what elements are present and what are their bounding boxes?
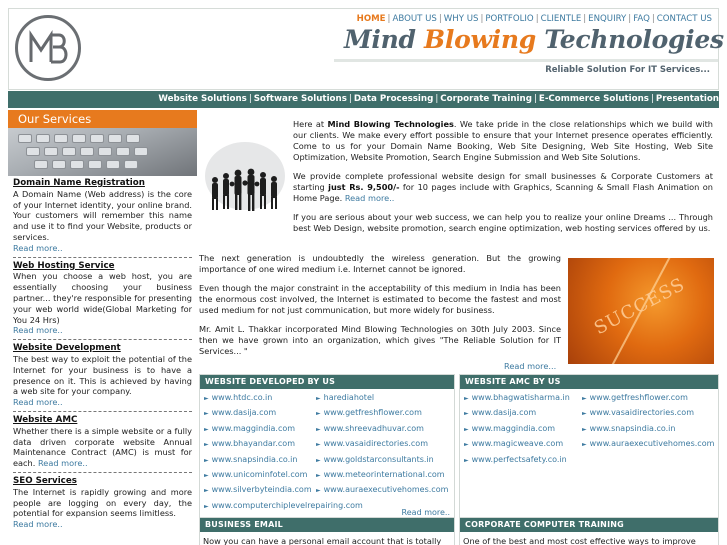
intro-p1-pre: Here at [293,119,328,129]
panel-title: BUSINESS EMAIL [200,518,454,532]
read-more-link[interactable]: Read more.. [13,397,63,408]
panel-title: CORPORATE COMPUTER TRAINING [460,518,718,532]
header-divider [334,59,718,62]
nav-why-us[interactable]: WHY US [443,14,479,24]
site-link[interactable]: ► www.bhayandar.com [204,439,295,449]
read-more-link[interactable]: Read more.. [37,458,88,469]
site-link[interactable]: ► www.htdc.co.in [204,393,273,402]
svc-corporate-training[interactable]: Corporate Training [440,94,532,104]
intro-p2-pre: We provide complete professional website design for small businesses & Corporate Customers at starting [293,171,713,192]
divider [13,472,192,473]
nav-contact-us[interactable]: CONTACT US [656,14,712,24]
service-development [8,343,197,408]
site-link[interactable]: ► www.unicominfotel.com [204,470,308,480]
nav-portfolio[interactable]: PORTFOLIO [485,14,534,24]
site-link[interactable]: ► www.vasaidirectories.com [316,439,428,449]
panel-text: One of the best and most cost effective ways to improve [463,536,696,545]
svc-ecommerce-solutions[interactable]: E-Commerce Solutions [538,94,649,104]
service-heading-domain[interactable]: Domain Name Registration [13,178,145,188]
site-link[interactable]: ► www.goldstarconsultants.in [316,454,434,464]
services-bar: Website Solutions | Software Solutions | Data Processing | Corporate Training | E-Commerce Solutions | Presentation [8,91,719,108]
about-p1: The next generation is undoubtedly the wireless generation. But the growing importance of one wired medium i.e. Internet cannot be ignored. [199,253,561,274]
about-text [199,253,561,365]
nav-faq[interactable]: FAQ [633,14,650,24]
about-p3: Mr. Amit L. Thakkar incorporated Mind Blowing Technologies on 30th July 2003. Since then we have grown into an organization, which gives "The Reliable Solution for IT Services... " [199,324,561,356]
site-link[interactable]: ► www.shreevadhuvar.com [316,423,424,433]
svc-presentation[interactable]: Presentation [655,94,719,104]
panel-text: Now you can have a personal email account that is totally [203,536,442,545]
site-link[interactable]: ► harediahotel [316,393,375,402]
service-text: Whether there is a simple website or a fully data driven corporate website Annual Maintenance Contract (AMC) is must for each. [13,425,192,469]
website-developed-panel [199,374,455,519]
site-link[interactable]: ► www.vasaidirectories.com [582,408,694,418]
divider [13,411,192,412]
site-link[interactable]: ► www.dasija.com [204,408,277,418]
service-hosting [8,261,197,337]
site-link[interactable]: ► www.bhagwatisharma.in [464,393,570,402]
keyboard-image [8,128,197,176]
nav-about-us[interactable]: ABOUT US [392,14,437,24]
intro-text [293,119,713,242]
service-text: The best way to exploit the potential of the Internet for your business is to have a presence on it. This is achieved by having a web site for your company. [13,353,192,397]
service-text: The Internet is rapidly growing and more people are logging on every day, the potential for expansion seems limitless. [13,486,192,519]
service-heading-amc[interactable]: Website AMC [13,414,78,425]
intro-company-name: Mind Blowing Technologies [327,119,454,129]
site-link[interactable]: ► www.perfectsafety.co.in [464,454,567,464]
site-link[interactable]: ► www.meteorinternational.com [316,470,445,480]
nav-clientle[interactable]: CLIENTLE [540,14,582,24]
service-heading-hosting[interactable]: Web Hosting Service [13,260,115,271]
intro-p2-post: for 10 pages include with Graphics, Scanning & Small Flash Animation on Home Page. [293,182,713,203]
divider [13,339,192,340]
top-navigation: HOME | ABOUT US | WHY US | PORTFOLIO | CLIENTLE | ENQUIRY | FAQ | CONTACT US [356,14,712,24]
service-amc [8,415,197,469]
site-link[interactable]: ► www.getfreshflower.com [582,393,688,402]
read-more-link[interactable]: Read more.. [401,508,450,517]
svc-data-processing[interactable]: Data Processing [353,94,434,104]
panel-title: WEBSITE AMC BY US [460,375,718,389]
corporate-training-panel [459,517,719,545]
site-link[interactable]: ► www.snapsindia.co.in [204,454,298,464]
divider [13,257,192,258]
site-link[interactable]: ► www.auraexecutivehomes.com [316,485,449,495]
intro-p1-post: . We take pride in the close relationships which we build with our clients. We make every effort possible to ensure that your Internet presence operates efficiently. Come to us for your Domain Name Booking, Web Site Designing, Web Site Hosting, Web Site Optimization, Website Promotion, Search Engine Submission and Web Site Solutions. [293,119,713,162]
site-link[interactable]: ► www.getfreshflower.com [316,408,422,418]
site-link[interactable]: ► www.maggindia.com [204,423,296,433]
nav-enquiry[interactable]: ENQUIRY [588,14,627,24]
read-more-link[interactable]: Read more.. [13,325,63,336]
success-image [568,258,714,364]
amc-list-col2 [578,389,714,468]
about-p2: Even though the major constraint in the acceptability of this medium in India has been the enormous cost involved, the Internet is estimated to become the fastest and most used medium for not just communication, but more widely for business. [199,283,561,315]
brand-name: Mind Blowing Technologies [344,25,724,54]
site-link[interactable]: ► www.silverbyteindia.com [204,485,312,495]
service-domain [8,178,197,254]
our-services-title: Our Services [8,110,197,128]
site-link[interactable]: ► www.magicweave.com [464,439,564,449]
developed-list-col2 [312,389,448,514]
site-link[interactable]: ► www.auraexecutivehomes.com [582,439,715,449]
site-link[interactable]: ► www.snapsindia.co.in [582,423,676,433]
read-more-link[interactable]: Read more.. [344,193,395,203]
read-more-link[interactable]: Read more.. [13,519,63,530]
read-more-link[interactable]: Read more.. [13,242,63,253]
success-image-text: SUCCESS [590,273,689,340]
website-amc-panel [459,374,719,519]
service-heading-seo[interactable]: SEO Services [13,475,77,486]
company-logo[interactable] [15,15,81,81]
amc-list-col1 [460,389,578,468]
read-more-link[interactable]: Read more... [504,361,557,371]
service-text: A Domain Name (Web address) is the core of your Internet identity, your online brand. Your customers will remember this name and use it to find your Website, products or services. [13,188,192,242]
service-heading-development[interactable]: Website Development [13,343,121,354]
header [8,8,724,90]
site-link[interactable]: ► www.dasija.com [464,408,537,418]
service-text: When you choose a web host, you are essentially choosing your business partner... they're responsible for presenting your web world wide(Global Marketing for You 24 Hrs) [13,271,192,325]
site-link[interactable]: ► www.maggindia.com [464,423,556,433]
business-email-panel [199,517,455,545]
panel-title: WEBSITE DEVELOPED BY US [200,375,454,389]
our-services-sidebar [8,110,197,545]
service-seo [8,476,197,530]
svc-website-solutions[interactable]: Website Solutions [158,94,247,104]
svc-software-solutions[interactable]: Software Solutions [253,94,347,104]
business-people-image [201,136,289,224]
tagline: Reliable Solution For IT Services... [545,65,710,75]
site-link[interactable]: ► www.computerchiplevelrepairing.com [204,500,363,510]
intro-p3: If you are serious about your web success, we can help you to realize your online Dreams ... Through best Web Design, website promotion, search engine optimization, web hosting services offered by us. [293,212,713,233]
nav-home[interactable]: HOME [356,14,386,24]
intro-price: just Rs. 9,500/- [328,182,400,192]
